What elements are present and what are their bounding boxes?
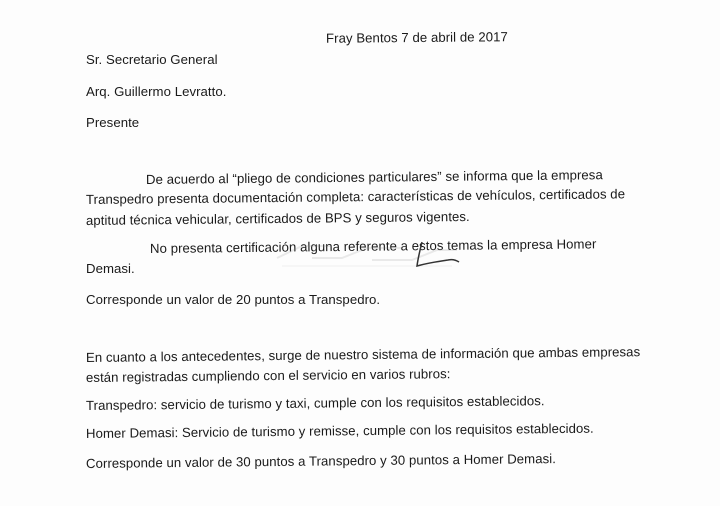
paragraph1-line1: De acuerdo al “pliego de condiciones particulares” se informa que la empresa (145, 167, 603, 187)
paragraph2-line1: No presenta certificación alguna referente a estos temas la empresa Homer (149, 236, 597, 256)
transpedro-services: Transpedro: servicio de turismo y taxi, cumple con los requisitos establecidos. (85, 393, 545, 413)
score-both: Corresponde un valor de 30 puntos a Transpedro y 30 puntos a Homer Demasi. (85, 451, 556, 471)
paragraph1-line2: Transpedro presenta documentación completa: características de vehículos, certificados de (85, 186, 626, 207)
handwritten-mark (412, 240, 462, 272)
paragraph1-line3: aptitud técnica vehicular, certificados de BPS y seguros vigentes. (85, 208, 470, 228)
paragraph2-line2: Demasi. (86, 261, 135, 276)
recipient-title: Sr. Secretario General (86, 52, 218, 67)
score-transpedro: Corresponde un valor de 20 puntos a Transpedro. (86, 292, 381, 307)
paragraph3-line2: están registradas cumpliendo con el servicio en varios rubros: (85, 366, 451, 385)
recipient-name: Arq. Guillermo Levratto. (86, 84, 227, 99)
place-date: Fray Bentos 7 de abril de 2017 (325, 29, 508, 46)
paragraph3-line1: En cuanto a los antecedentes, surge de nuestro sistema de información que ambas empresas (85, 344, 641, 365)
salutation: Presente (86, 115, 140, 130)
homer-demasi-services: Homer Demasi: Servicio de turismo y remisse, cumple con los requisitos establecidos. (85, 420, 594, 441)
